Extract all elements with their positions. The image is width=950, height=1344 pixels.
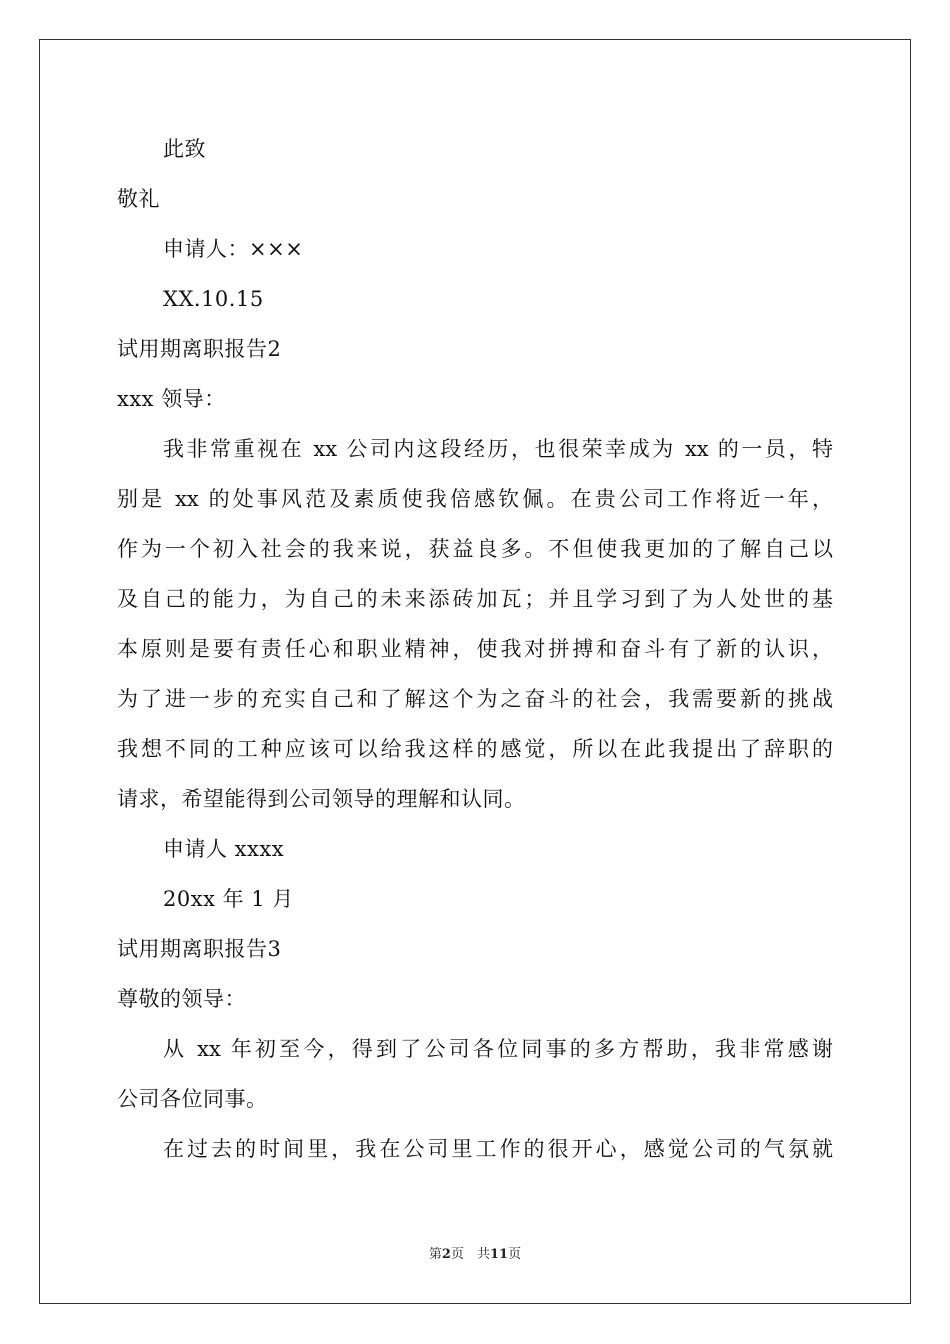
paragraph-line: 从 xx 年初至今，得到了公司各位同事的多方帮助，我非常感谢 — [163, 1037, 833, 1061]
footer-page-mid: 页 共 — [450, 1247, 490, 1262]
salutation-line: 敬礼 — [117, 187, 160, 211]
section-heading: 试用期离职报告3 — [117, 937, 282, 961]
paragraph-line: 公司各位同事。 — [117, 1087, 268, 1111]
footer-page-total: 11 — [489, 1247, 509, 1262]
section-heading: 试用期离职报告2 — [117, 337, 282, 361]
recipient-line: 尊敬的领导： — [117, 987, 246, 1011]
page-border — [39, 39, 911, 1304]
date-line: 20xx 年 1 月 — [163, 887, 294, 911]
closing-line: 此致 — [163, 137, 206, 161]
paragraph-line: 请求，希望能得到公司领导的理解和认同。 — [117, 787, 526, 811]
paragraph-line: 及自己的能力，为自己的未来添砖加瓦；并且学习到了为人处世的基 — [117, 587, 833, 611]
date-line: XX.10.15 — [163, 287, 264, 311]
paragraph-line: 作为一个初入社会的我来说，获益良多。不但使我更加的了解自己以 — [117, 537, 833, 561]
paragraph-line: 本原则是要有责任心和职业精神，使我对拼搏和奋斗有了新的认识， — [117, 637, 833, 661]
footer-page-suffix: 页 — [508, 1247, 522, 1262]
paragraph-line: 在过去的时间里，我在公司里工作的很开心，感觉公司的气氛就 — [163, 1137, 833, 1161]
paragraph-line: 为了进一步的充实自己和了解这个为之奋斗的社会，我需要新的挑战 — [117, 687, 833, 711]
applicant-line: 申请人 xxxx — [163, 837, 285, 861]
paragraph-line: 别是 xx 的处事风范及素质使我倍感钦佩。在贵公司工作将近一年， — [117, 487, 833, 511]
page-footer — [0, 1247, 950, 1263]
footer-page-prefix: 第 — [428, 1247, 442, 1262]
paragraph-line: 我想不同的工种应该可以给我这样的感觉，所以在此我提出了辞职的 — [117, 737, 833, 761]
paragraph-line: 我非常重视在 xx 公司内这段经历，也很荣幸成为 xx 的一员，特 — [163, 437, 833, 461]
recipient-line: xxx 领导： — [117, 387, 226, 411]
footer-page-current: 2 — [441, 1247, 451, 1262]
applicant-line: 申请人：××× — [163, 237, 304, 261]
